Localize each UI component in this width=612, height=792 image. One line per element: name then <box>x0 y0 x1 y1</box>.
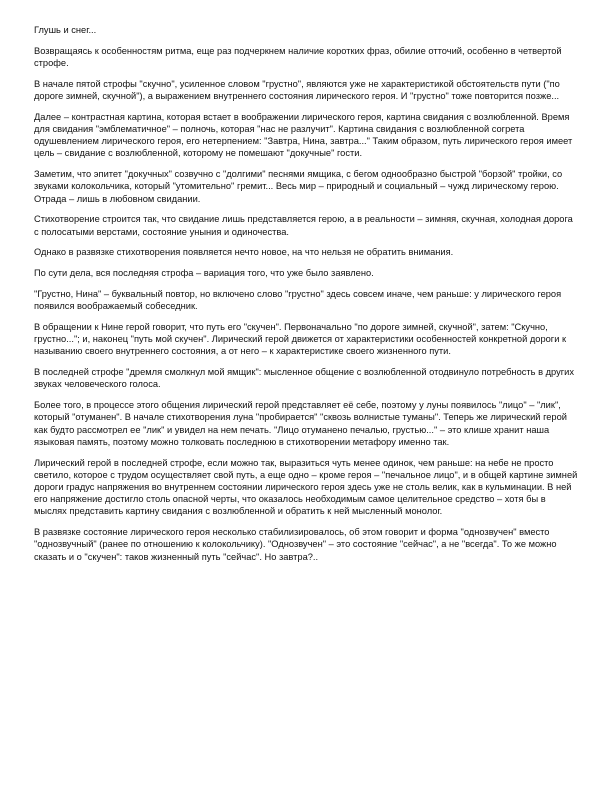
paragraph: Стихотворение строится так, что свидание лишь представляется герою, а в реальности – зимняя, скучная, холодная дорога с полосатыми верстами, состояние уныния и одиночества. <box>34 214 573 237</box>
paragraph: Однако в развязке стихотворения появляется нечто новое, на что нельзя не обратить внимания. <box>34 247 454 258</box>
paragraph: "Грустно, Нина" – буквальный повтор, но включено слово "грустно" здесь совсем иначе, чем раньше: у лирического героя появился воображаемый собеседник. <box>34 289 562 312</box>
paragraph: В развязке состояние лирического героя несколько стабилизировалось, об этом говорит и форма "однозвучен" вместо "однозвучный" (ранее по отношению к колокольчику). "Однозвучен" – это состояние "сейчас", а не "всегда". То же можно сказать и о "скучен": таков жизненный путь "сейчас". Но завтра?.. <box>34 527 557 562</box>
paragraph: Лирический герой в последней строфе, если можно так, выразиться чуть менее одинок, чем раньше: на небе не просто светило, которое с трудом осуществляет свой путь, а еще одно – кроме героя – "печальное лицо", и в общей картине зимней дороги градус напряжения во внутреннем состоянии лирического героя здесь уже не столь велик, как в кульминации. В ней его напряжение достигло столь опасной черты, что оказалось необходимым самое целительное средство – хотя бы в мыслях представить картину свидания с возлюбленной и обратить к ней мысленный монолог. <box>34 457 578 517</box>
paragraph: Далее – контрастная картина, которая встает в воображении лирического героя, картина свидания с возлюбленной. Время для свидания "эмблематичное" – полночь, которая "нас не разлучит". Картина свидания с возлюбленной согрета одушевлением лирического героя, его нетерпением: "Завтра, Нина, завтра..." Таким образом, путь лирического героя имеет цель – свидание с возлюбленной, которому не помешают "докучные" гости. <box>34 111 573 159</box>
paragraph: В обращении к Нине герой говорит, что путь его "скучен". Первоначально "по дороге зимней, скучной", затем: "Скучно, грустно..."; и, наконец "путь мой скучен". Лирический герой движется от характеристики особенностей конкретной дороги к называнию своего внутреннего состояния, а от него – к характеристике своего жизненного пути. <box>34 322 567 357</box>
paragraph: Более того, в процессе этого общения лирический герой представляет её себе, поэтому у луны появилось "лицо" – "лик", который "отуманен". В начале стихотворения луна "пробирается" "сквозь волнистые туманы". Теперь же лирический герой как будто рассмотрел ее "лик" и увидел на нем печать. "Лицо отуманено печалью, грустью..." – это клише хранит наша языковая память, поэтому можно толковать последнюю в стихотворении метафору именно так. <box>34 400 567 447</box>
paragraph: В последней строфе "дремля смолкнул мой ямщик": мысленное общение с возлюбленной отодвинуло потребность в других звуках человеческого голоса. <box>34 367 574 390</box>
paragraph: Глушь и снег... <box>34 25 97 35</box>
paragraph: В начале пятой строфы "скучно", усиленное словом "грустно", являются уже не характеристикой обстоятельств пути ("по дороге зимней, скучной"), а выражением внутреннего состояния лирического героя. И "грустно" тоже повторится позже... <box>34 78 560 101</box>
paragraph: По сути дела, вся последняя строфа – вариация того, что уже было заявлено. <box>34 268 374 279</box>
document-page <box>34 24 578 571</box>
paragraph: Заметим, что эпитет "докучных" созвучно с "долгими" песнями ямщика, с бегом однообразно быстрой "борзой" тройки, со звуками колокольчика, который "утомительно" гремит... Весь мир – природный и социальный – чужд лирическому герою. Отрада – лишь в любовном свидании. <box>34 169 563 204</box>
paragraph: Возвращаясь к особенностям ритма, еще раз подчеркнем наличие коротких фраз, обилие отточий, особенно в четвертой строфе. <box>34 45 562 68</box>
